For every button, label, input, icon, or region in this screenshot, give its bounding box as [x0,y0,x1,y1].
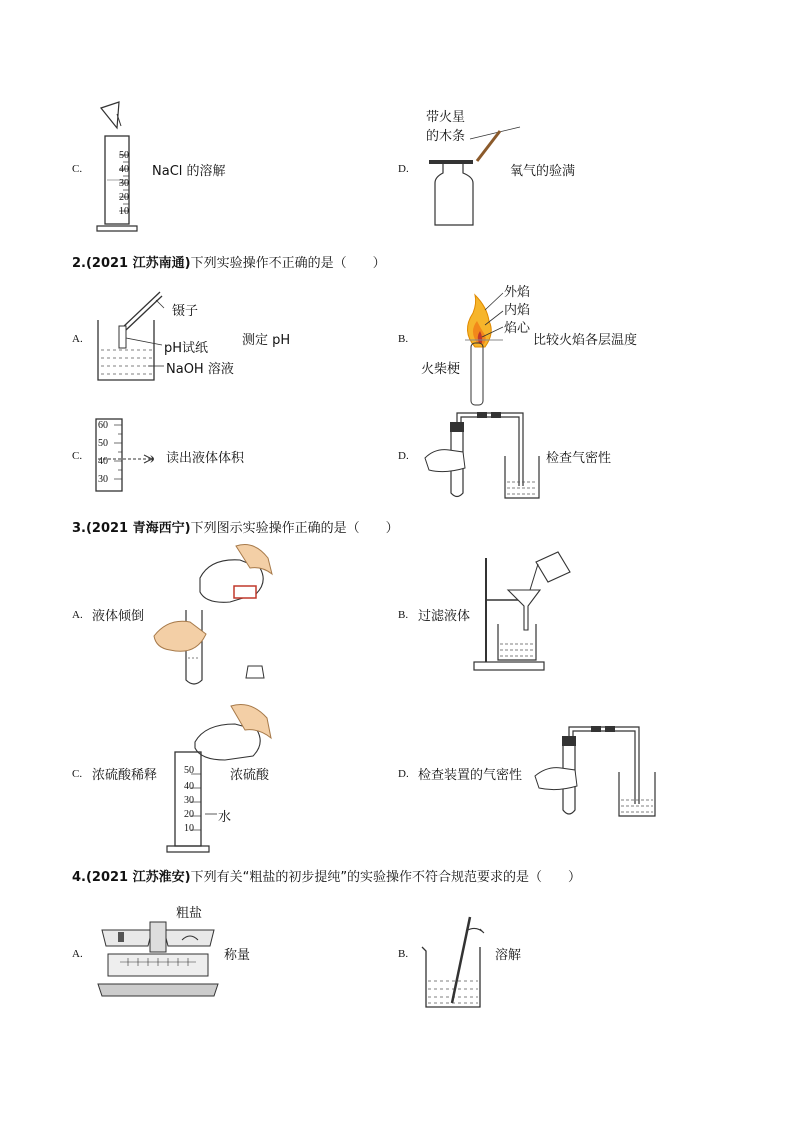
callout-outer-flame: 外焰 [504,285,531,300]
filtration-diagram [474,548,584,673]
option-letter: A. [72,609,83,621]
option-letter: A. [72,948,83,960]
option-d-label: 氧气的验满 [510,164,576,179]
airtightness-diagram [535,722,660,822]
option-letter: D. [398,163,409,175]
option-letter: B. [398,948,409,960]
cylinder-tick: 30 [98,474,108,485]
cylinder-tick: 50 [119,150,129,161]
airtightness-diagram [425,408,545,503]
question-4-stem: 4.(2021 江苏淮安)下列有关“粗盐的初步提纯”的实验操作不符合规范要求的是（ ） [72,870,582,885]
ph-beaker-diagram [92,288,172,388]
callout-tweezers: 镊子 [172,304,199,319]
callout-label: 的木条 [426,129,466,144]
option-letter: D. [398,768,409,780]
cylinder-tick: 20 [119,192,129,203]
option-a-label: 测定 pH [242,333,291,348]
callout-flame-core: 焰心 [504,321,531,336]
cylinder-tick: 10 [119,206,129,217]
callout-conc-acid: 浓硫酸 [230,768,270,783]
option-b-label: 过滤液体 [418,609,471,624]
cylinder-tick: 50 [98,438,108,449]
option-letter: C. [72,768,83,780]
option-d-label: 检查装置的气密性 [418,768,523,783]
cylinder-tick: 20 [184,809,194,820]
callout-water: 水 [218,810,232,825]
option-c-label: 读出液体体积 [166,451,245,466]
option-letter: A. [72,333,83,345]
option-c-label: NaCl 的溶解 [152,164,226,179]
option-c-label: 浓硫酸稀释 [92,768,158,783]
cylinder-tick: 40 [184,781,194,792]
cylinder-tick: 50 [184,765,194,776]
option-d-label: 检查气密性 [546,451,612,466]
cylinder-tick: 40 [98,456,108,467]
dissolving-diagram [418,915,498,1010]
callout-label: 带火星 [426,110,466,125]
callout-naoh: NaOH 溶液 [166,362,234,377]
callout-inner-flame: 内焰 [504,303,531,318]
option-a-label: 称量 [224,948,251,963]
cylinder-tick: 30 [184,795,194,806]
option-b-label: 比较火焰各层温度 [533,333,638,348]
option-letter: B. [398,609,409,621]
cylinder-tick: 30 [119,178,129,189]
option-letter: D. [398,450,409,462]
option-a-label: 液体倾倒 [92,609,145,624]
option-letter: B. [398,333,409,345]
callout-crude-salt: 粗盐 [176,906,203,921]
option-letter: C. [72,163,83,175]
cylinder-tick: 40 [119,164,129,175]
question-3-stem: 3.(2021 青海西宁)下列图示实验操作正确的是（ ） [72,521,399,536]
callout-ph-paper: pH试纸 [164,341,209,356]
callout-matchstick: 火柴梗 [421,362,461,377]
liquid-pouring-diagram [150,538,275,688]
question-2-stem: 2.(2021 江苏南通)下列实验操作不正确的是（ ） [72,256,386,271]
cylinder-tick: 10 [184,823,194,834]
option-letter: C. [72,450,83,462]
cylinder-tick: 60 [98,420,108,431]
option-b-label: 溶解 [495,948,522,963]
balance-diagram [98,918,218,1000]
